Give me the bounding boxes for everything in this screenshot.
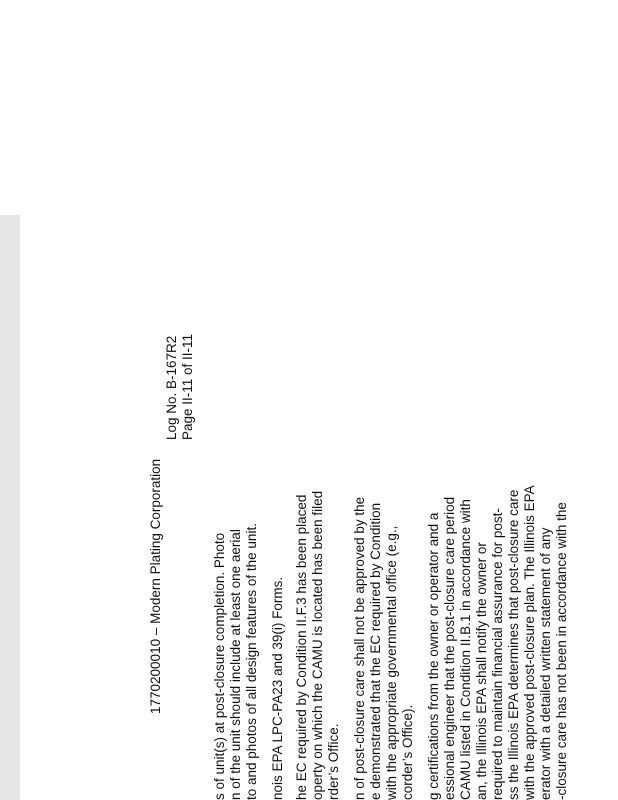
document-header-title: 1770200010 – Modern Plating Corporation — [148, 458, 163, 714]
body-line: nois EPA LPC-PA23 and 39(i) Forms. — [270, 576, 285, 800]
page-number: Page II-11 of II-11 — [180, 333, 195, 440]
body-line: erator with a detailed written statement of any — [538, 527, 553, 800]
body-line: ss the Illinois EPA determines that post-closure care — [506, 489, 521, 800]
body-line: with the approved post-closure plan. The Illinois EPA — [522, 485, 537, 800]
body-line: to and photos of all design features of the unit. — [244, 523, 259, 800]
body-line: he EC required by Condition II.F.3 has been placed — [294, 494, 309, 800]
body-line: g certifications from the owner or operator and a — [426, 512, 441, 800]
body-line: e demonstrated that the EC required by Condition — [368, 502, 383, 800]
page-edge-shadow — [0, 215, 20, 800]
header-line-1-column — [148, 0, 163, 800]
body-line: n of the unit should include at least one aerial — [228, 529, 243, 800]
body-line: -closure care has not been in accordance with the — [554, 502, 569, 800]
body-line: s of unit(s) at post-closure completion. Photo — [212, 532, 227, 800]
body-line: CAMU listed in Condition II.B.1 in accordance with — [458, 499, 473, 800]
body-line: with the appropriate governmental office (e.g., — [384, 525, 399, 800]
header-line-2-column — [164, 0, 179, 800]
log-number: Log No. B-167R2 — [164, 335, 179, 440]
body-line: corder’s Office). — [400, 704, 415, 800]
header-line-3-column — [180, 0, 195, 800]
body-line: rder’s Office. — [326, 723, 341, 800]
body-line: operty on which the CAMU is located has been filed — [310, 490, 325, 800]
body-line: an, the Illinois EPA shall notify the owner or — [474, 542, 489, 800]
body-line: essional engineer that the post-closure care period — [442, 496, 457, 800]
body-line: required to maintain financial assurance for post- — [490, 508, 505, 800]
body-line: n of post-closure care shall not be approved by the — [352, 496, 367, 800]
